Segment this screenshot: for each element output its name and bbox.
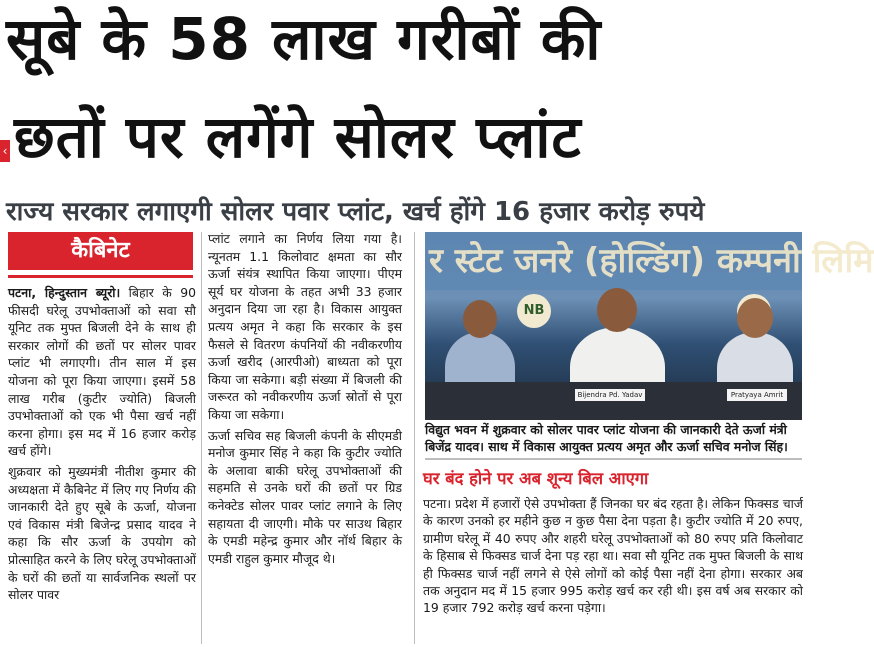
headline-line-1: सूबे के 58 लाख गरीबों की xyxy=(6,5,602,73)
person-left-head xyxy=(463,300,497,338)
photo-backdrop-banner: र स्टेट जनरे (होल्डिंग) कम्पनी लिमि xyxy=(425,232,802,290)
article-paragraph xyxy=(8,284,196,460)
article-text: बिहार के 90 फीसदी घरेलू उपभोक्ताओं को सवा सौ यूनिट तक मुफ्त बिजली देने के साथ ही सरकार लोगों की छतों पर सोलर पावर प्लांट भी लगाएगी। तीन साल में इस योजना को पूरा किया जाएगा। इसमें 58 लाख गरीब (कुटीर ज्योति) बिजली उपभोक्ताओं को एक भी पैसा खर्च नहीं करना होगा। इस मद में 16 हजार करोड़ खर्च होंगे। xyxy=(8,285,196,459)
person-right-head xyxy=(737,298,773,338)
name-plate-center: Bijendra Pd. Yadav xyxy=(575,389,645,401)
kicker-underline xyxy=(8,275,193,278)
name-plate-right: Pratyaya Amrit xyxy=(727,389,787,401)
side-story-body: पटना। प्रदेश में हजारों ऐसे उपभोक्ता हैं जिनका घर बंद रहता है। लेकिन फिक्सड चार्ज के कारण उनको हर महीने कुछ न कुछ पैसा देना पड़ता है। कुटीर ज्योति में 20 रुपए, ग्रामीण घरेलू में 40 रुपए और शहरी घरेलू उपभोक्ताओं को 80 रुपए प्रति किलोवाट के हिसाब से फिक्सड चार्ज देना पड़ रहा था। सवा सौ यूनिट तक मुफ्त बिजली के साथ ही फिक्सड चार्ज नहीं लगने से ऐसे लोगों को कोई पैसा नहीं देना होगा। सरकार अब तक अनुदान मद में 15 हजार 995 करोड़ खर्च कर रही थी। इस वर्ष अब सरकार को 19 हजार 792 करोड़ खर्च करना पड़ेगा। xyxy=(423,496,803,616)
caption-divider xyxy=(425,458,802,460)
article-paragraph: शुक्रवार को मुख्यमंत्री नीतीश कुमार की अध्यक्षता में कैबिनेट में लिए गए निर्णय की जानकारी देते हुए सूबे के ऊर्जा, योजना एवं विकास मंत्री बिजेन्द्र प्रसाद यादव ने कहा कि सौर ऊर्जा के उपयोग को प्रोत्साहित करने के लिए घरेलू उपभोक्ताओं के घरों की छतों या सार्वजनिक स्थलों पर सोलर पावर xyxy=(8,463,196,603)
article-paragraph: प्लांट लगाने का निर्णय लिया गया है। न्यूनतम 1.1 किलोवाट क्षमता का सौर ऊर्जा संयंत्र स्थापित किया जाएगा। पीएम सूर्य घर योजना के तहत अभी 33 हजार अनुदान दिया जा रहा है। विकास आयुक्त प्रत्यय अमृत ने कहा कि सरकार के इस फैसले से वितरण कंपनियों की नवीकरणीय ऊर्जा खरीद (आरपीओ) बाध्यता को पूरा किया जा सकेगा। बड़ी संख्या में बिजली की जरूरत को नवीकरणीय ऊर्जा स्रोतों से पूरा किया जा सकेगा। xyxy=(208,231,402,422)
article-column-2 xyxy=(208,230,402,644)
press-conference-photo xyxy=(425,232,874,420)
subheadline: राज्य सरकार लगाएगी सोलर पवार प्लांट, खर्च होंगे 16 हजार करोड़ रुपये xyxy=(6,197,705,227)
column-divider xyxy=(414,232,415,644)
prev-arrow-icon[interactable]: ‹ xyxy=(0,140,10,162)
byline: पटना, हिन्दुस्तान ब्यूरो। xyxy=(8,285,121,300)
article-paragraph: ऊर्जा सचिव सह बिजली कंपनी के सीएमडी मनोज कुमार सिंह ने कहा कि कुटीर ज्योति के अलावा बाकी घरेलू उपभोक्ताओं की सहमति से उनके घरों की छतों पर ग्रिड कनेक्टेड सोलर पावर प्लांट लगाने के लिए सहायता दी जाएगी। मौके पर साउथ बिहार के एमडी महेन्द्र कुमार और नॉर्थ बिहार के एमडी राहुल कुमार मौजूद थे। xyxy=(208,427,402,566)
column-divider xyxy=(201,232,202,644)
side-story-heading: घर बंद होने पर अब शून्य बिल आएगा xyxy=(423,469,649,488)
press-table xyxy=(425,382,802,420)
photo-logo-left: NB xyxy=(517,294,551,328)
person-center-head xyxy=(597,288,637,332)
article-column-1 xyxy=(8,284,196,644)
photo-caption: विद्युत भवन में शुक्रवार को सोलर पावर प्लांट योजना की जानकारी देते ऊर्जा मंत्री बिजेंद्र यादव। साथ में विकास आयुक्त प्रत्यय अमृत और ऊर्जा सचिव मनोज सिंह। xyxy=(425,422,788,454)
headline-line-2: छतों पर लगेंगे सोलर प्लांट xyxy=(14,103,582,171)
section-kicker: कैबिनेट xyxy=(8,232,193,270)
